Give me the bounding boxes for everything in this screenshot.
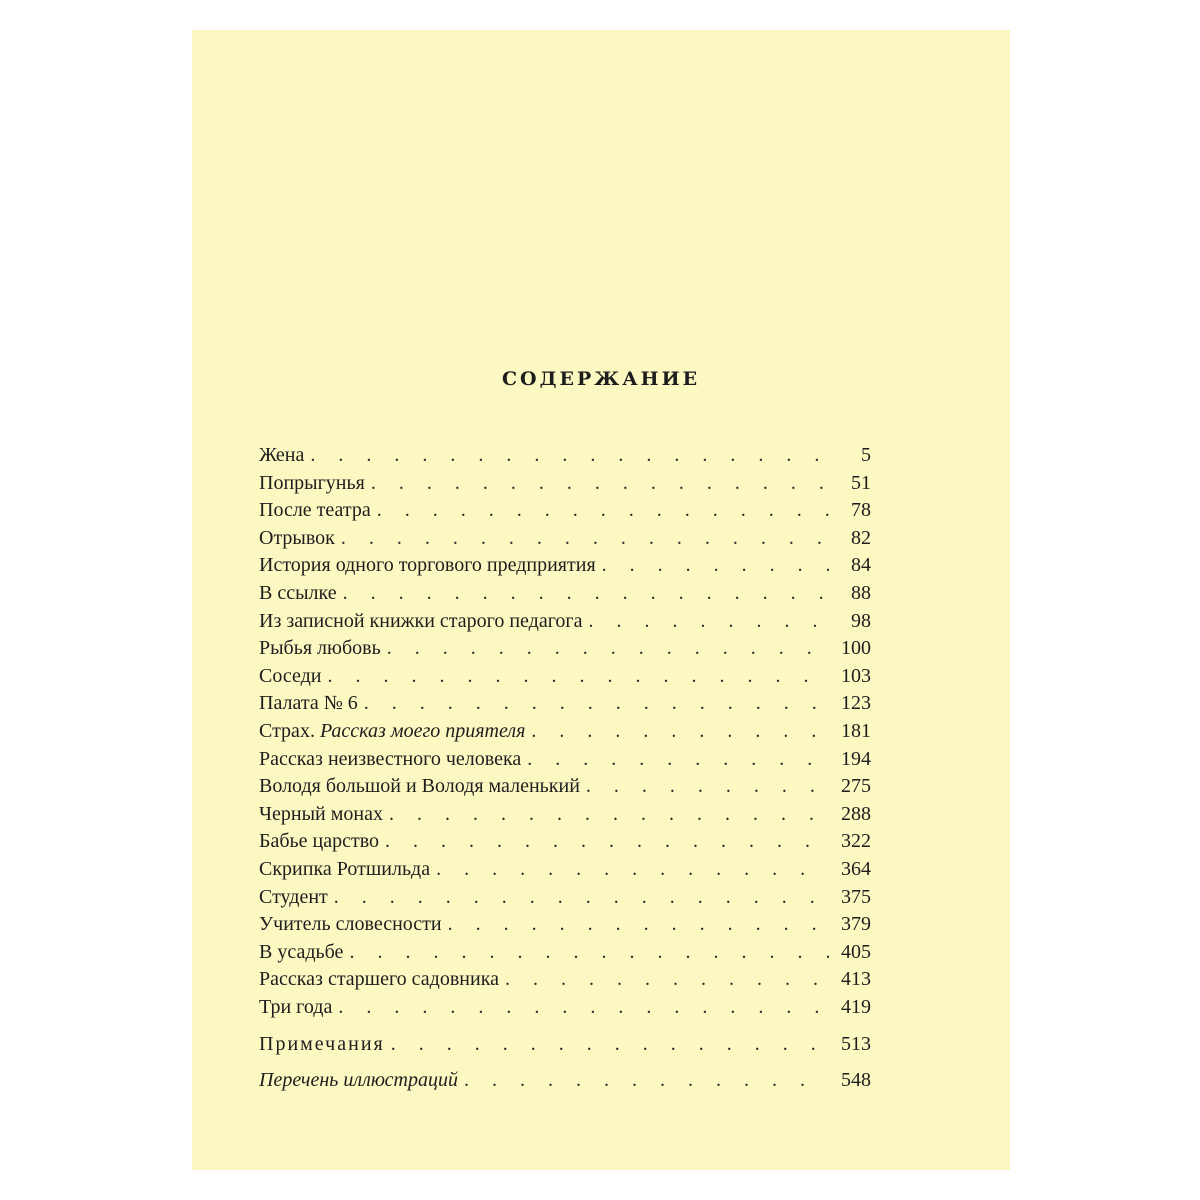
- toc-entry-student: [259, 886, 871, 914]
- dot-leader: [364, 692, 829, 715]
- entry-page: 84: [851, 554, 871, 577]
- table-of-contents: [259, 444, 871, 1097]
- toc-entry-istoriya: [259, 554, 871, 582]
- entry-page: 419: [841, 995, 871, 1018]
- entry-page: 82: [851, 526, 871, 549]
- toc-entry-babye-tsarstvo: [259, 830, 871, 858]
- entry-title: Три года: [259, 995, 333, 1018]
- entry-page: 513: [841, 1033, 871, 1056]
- entry-title: Примечания: [259, 1033, 385, 1056]
- dot-leader: [338, 996, 829, 1019]
- entry-title: Черный монах: [259, 802, 383, 825]
- dot-leader: [343, 582, 829, 605]
- toc-entry-posle-teatra: [259, 499, 871, 527]
- entry-page: 375: [841, 885, 871, 908]
- entry-page: 98: [851, 609, 871, 632]
- entry-title: Попрыгунья: [259, 471, 365, 494]
- toc-entry-rasskaz-neizvestnogo: [259, 748, 871, 776]
- entry-title: Скрипка Ротшильда: [259, 857, 431, 880]
- dot-leader: [527, 748, 829, 771]
- dot-leader: [436, 858, 829, 881]
- toc-entry-tri-goda: [259, 996, 871, 1024]
- entry-page: 194: [841, 747, 871, 770]
- toc-entry-otryvok: [259, 527, 871, 555]
- entry-page: 103: [841, 664, 871, 687]
- toc-entry-cherny-monakh: [259, 803, 871, 831]
- entry-title: Володя большой и Володя маленький: [259, 775, 580, 798]
- dot-leader: [602, 554, 829, 577]
- dot-leader: [389, 803, 829, 826]
- entry-page: 78: [851, 499, 871, 522]
- entry-title: [259, 720, 525, 743]
- entry-page: 288: [841, 802, 871, 825]
- entry-page: 100: [841, 637, 871, 660]
- entry-page: 405: [841, 940, 871, 963]
- dot-leader: [589, 610, 829, 633]
- entry-page: 181: [841, 719, 871, 742]
- entry-title: Палата № 6: [259, 692, 358, 715]
- entry-title: Учитель словесности: [259, 913, 442, 936]
- toc-entry-rasskaz-sadovnika: [259, 968, 871, 996]
- dot-leader: [531, 720, 829, 743]
- entry-page: 379: [841, 913, 871, 936]
- dot-leader: [586, 775, 829, 798]
- entry-title: Рассказ неизвестного человека: [259, 747, 522, 770]
- page-title: СОДЕРЖАНИЕ: [501, 368, 701, 390]
- toc-entry-rybya-lyubov: [259, 637, 871, 665]
- book-page: [192, 30, 1010, 1170]
- dot-leader: [349, 941, 829, 964]
- toc-entry-uchitel: [259, 913, 871, 941]
- toc-entry-v-usadbe: [259, 941, 871, 969]
- dot-leader: [387, 637, 829, 660]
- dot-leader: [377, 499, 829, 522]
- toc-entry-poprygunya: [259, 472, 871, 500]
- entry-title: Бабье царство: [259, 830, 380, 853]
- entry-page: 123: [841, 692, 871, 715]
- entry-title: Соседи: [259, 664, 322, 687]
- entry-page: 51: [851, 471, 871, 494]
- dot-leader: [371, 472, 829, 495]
- entry-page: 548: [841, 1069, 871, 1092]
- dot-leader: [464, 1069, 829, 1092]
- dot-leader: [391, 1033, 829, 1056]
- entry-title: Жена: [259, 444, 305, 466]
- entry-title: Рассказ старшего садовника: [259, 968, 499, 991]
- toc-entry-zhena: [259, 444, 871, 472]
- entry-title: История одного торгового предприятия: [259, 554, 596, 577]
- dot-leader: [505, 968, 829, 991]
- toc-entry-notes: [259, 1033, 871, 1061]
- entry-page: 413: [841, 968, 871, 991]
- toc-entry-v-ssylke: [259, 582, 871, 610]
- entry-main-title: Страх.: [259, 719, 315, 742]
- toc-entry-iz-zapisnoy: [259, 610, 871, 638]
- dot-leader: [310, 444, 829, 467]
- toc-entry-skripka: [259, 858, 871, 886]
- entry-title: Отрывок: [259, 526, 335, 549]
- entry-title: Из записной книжки старого педагога: [259, 609, 583, 632]
- toc-entry-illustrations: [259, 1069, 871, 1097]
- entry-title: После театра: [259, 499, 371, 522]
- dot-leader: [448, 913, 829, 936]
- entry-title: В усадьбе: [259, 940, 344, 963]
- entry-title: Перечень иллюстраций: [259, 1069, 458, 1092]
- dot-leader: [385, 830, 829, 853]
- entry-page: 5: [861, 444, 871, 466]
- entry-page: 88: [851, 581, 871, 604]
- entry-title: В ссылке: [259, 581, 337, 604]
- entry-title: Студент: [259, 885, 328, 908]
- entry-subtitle: Рассказ моего приятеля: [319, 719, 526, 742]
- toc-entry-volodya: [259, 775, 871, 803]
- toc-entry-sosedi: [259, 665, 871, 693]
- entry-page: 364: [841, 857, 871, 880]
- toc-entry-strakh: [259, 720, 871, 748]
- entry-page: 322: [841, 830, 871, 853]
- entry-title: Рыбья любовь: [259, 637, 381, 660]
- entry-page: 275: [841, 775, 871, 798]
- dot-leader: [327, 665, 829, 688]
- dot-leader: [341, 527, 829, 550]
- dot-leader: [334, 886, 829, 909]
- toc-entry-palata: [259, 692, 871, 720]
